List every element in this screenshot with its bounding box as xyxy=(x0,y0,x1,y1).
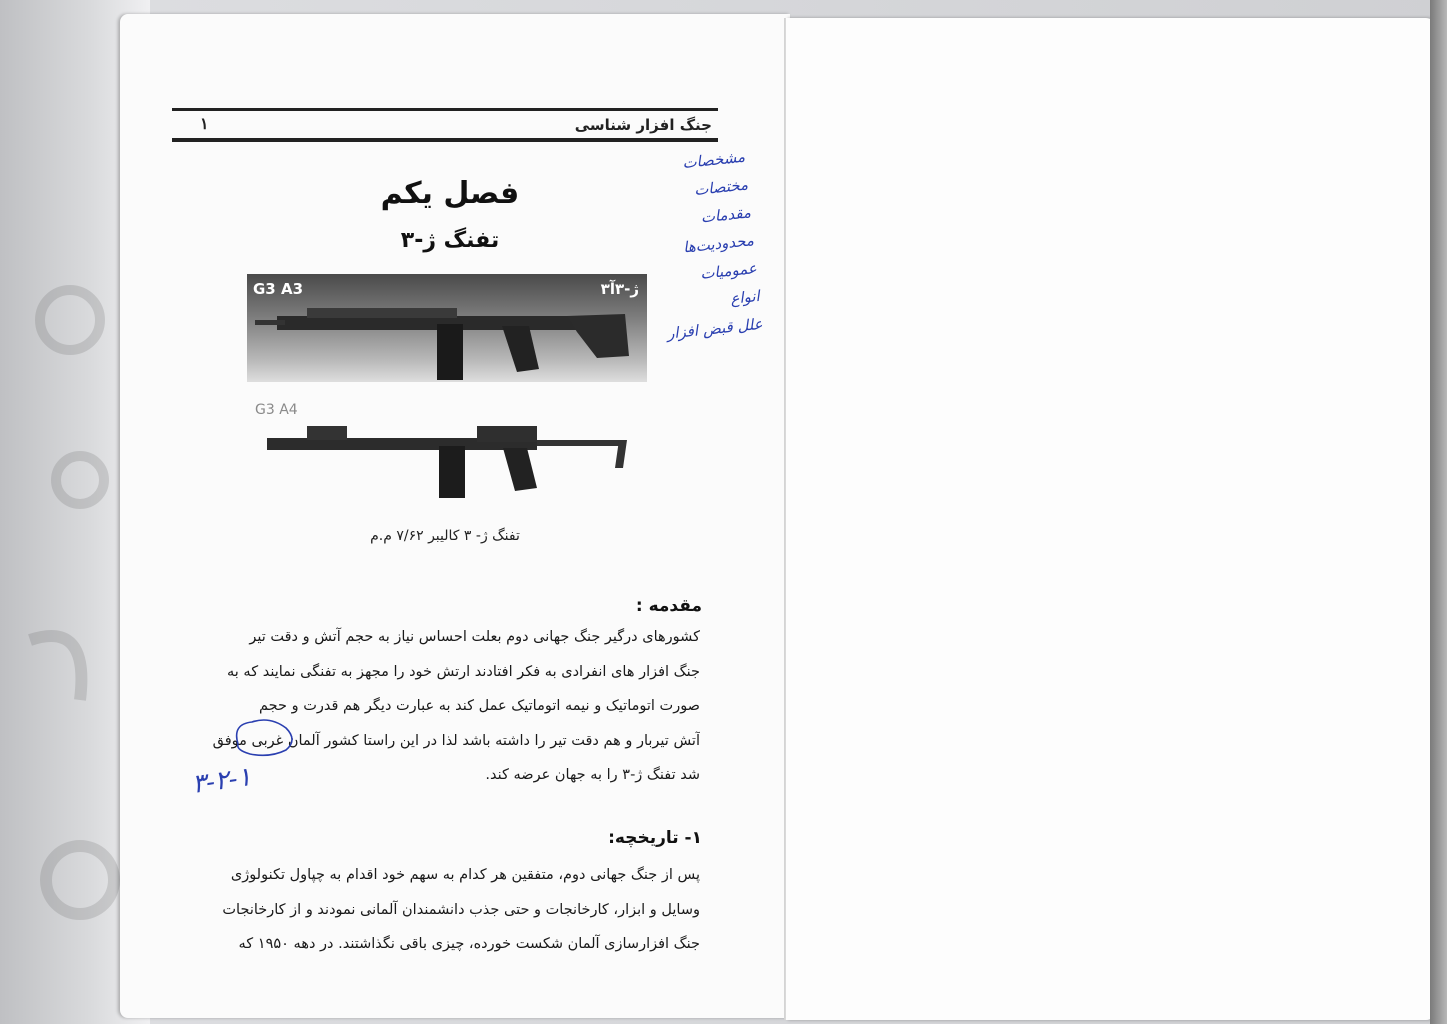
rifle-g3a4-icon xyxy=(247,396,647,506)
intro-line: آتش تیربار و هم دقت تیر را داشته باشد لذا در این راستا کشور آلمان غربی موفق xyxy=(212,732,700,749)
margin-note: عمومیات xyxy=(699,259,758,283)
rifle-g3a3-icon xyxy=(247,274,647,382)
margin-note: مشخصات xyxy=(681,147,746,173)
header-rule-bottom xyxy=(172,138,718,142)
history-heading: ۱- تاریخچه: xyxy=(608,828,702,848)
intro-line: کشورهای درگیر جنگ جهانی دوم بعلت احساس نیاز به حجم آتش و دقت تیر xyxy=(249,629,700,645)
history-line: جنگ افزارسازی آلمان شکست خورده، چیزی باقی نگذاشتند. در دهه ۱۹۵۰ که xyxy=(238,936,700,952)
intro-heading: مقدمه : xyxy=(635,596,702,616)
history-line: وسایل و ابزار، کارخانجات و حتی جذب دانشمندان آلمانی نمودند و از کارخانجات xyxy=(222,901,700,918)
watermark-logo xyxy=(10,240,120,940)
handwritten-margin-notes xyxy=(632,143,764,350)
intro-line: صورت اتوماتیک و نیمه اتوماتیک عمل کند به عبارت دیگر هم قدرت و حجم xyxy=(259,698,700,714)
rifle-photo-g3a3 xyxy=(247,274,647,382)
scanner-right-edge xyxy=(1430,0,1447,1024)
running-header-title: جنگ افزار شناسی xyxy=(574,116,712,134)
intro-line: شد تفنگ ژ-۳ را به جهان عرضه کند. xyxy=(485,767,700,783)
page-number: ۱ xyxy=(200,114,209,133)
chapter-subtitle: تفنگ ژ-۳ xyxy=(400,228,500,253)
photo-label-persian: ژ-۳آ۳ xyxy=(600,280,639,298)
right-page-blank xyxy=(786,18,1436,1020)
rifle-photo-g3a4 xyxy=(247,396,647,506)
history-line: پس از جنگ جهانی دوم، متفقین هر کدام به سهم خود اقدام به چپاول تکنولوژی xyxy=(230,867,700,883)
margin-note: مقدمات xyxy=(699,203,752,227)
handwritten-circle-mark xyxy=(230,714,300,760)
photo-label-g3a4: G3 A4 xyxy=(255,402,298,418)
figure-caption: تفنگ ژ- ۳ کالیبر ۷/۶۲ م.م xyxy=(370,528,520,544)
intro-line: جنگ افزار های انفرادی به فکر افتادند ارتش خود را مجهز به تفنگی نمایند که به xyxy=(227,663,700,680)
history-paragraph xyxy=(168,858,700,962)
photo-label-g3a3: G3 A3 xyxy=(253,280,304,298)
chapter-title: فصل یکم xyxy=(380,176,520,211)
handwritten-number: ۳-۲-۱ xyxy=(190,762,254,800)
margin-note: انواع xyxy=(729,286,761,308)
margin-note: محدودیت‌ها xyxy=(682,231,755,257)
margin-note: مختصات xyxy=(693,175,749,200)
header-rule-top xyxy=(172,108,718,111)
margin-note: علل قبض افزار xyxy=(666,314,764,343)
